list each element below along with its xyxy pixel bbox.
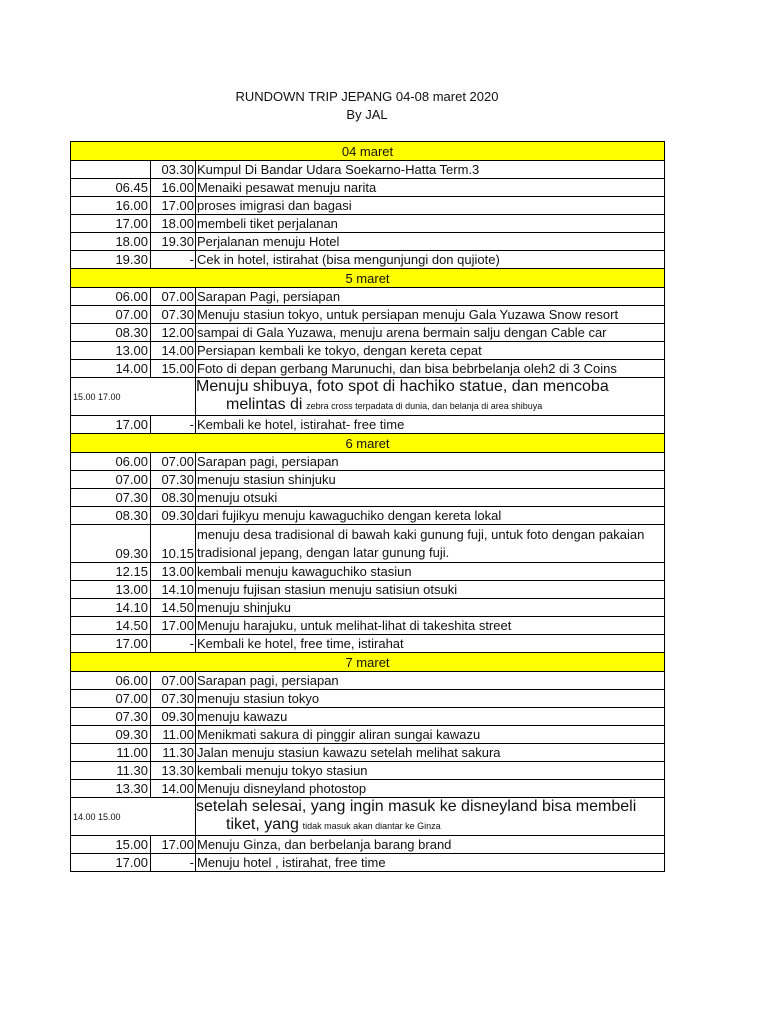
schedule-row	[71, 179, 665, 197]
end-time: 19.30	[151, 233, 196, 251]
schedule-row	[71, 617, 665, 635]
schedule-row	[71, 708, 665, 726]
end-time: 07.00	[151, 453, 196, 471]
schedule-row	[71, 233, 665, 251]
end-time: -	[151, 251, 196, 269]
schedule-row	[71, 836, 665, 854]
end-time: 07.00	[151, 288, 196, 306]
start-time: 11.30	[71, 762, 151, 780]
itinerary-table	[70, 141, 665, 872]
day-header: 6 maret	[71, 434, 665, 453]
start-time: 09.30	[71, 726, 151, 744]
start-time: 06.45	[71, 179, 151, 197]
start-time: 06.00	[71, 672, 151, 690]
schedule-row	[71, 507, 665, 525]
end-time: 17.00	[151, 836, 196, 854]
activity: membeli tiket perjalanan	[196, 215, 665, 233]
schedule-row	[71, 215, 665, 233]
end-time: 17.00	[151, 197, 196, 215]
end-time: 16.00	[151, 179, 196, 197]
end-time: 13.00	[151, 563, 196, 581]
start-time: 07.00	[71, 306, 151, 324]
start-time: 13.00	[71, 581, 151, 599]
activity: menuju desa tradisional di bawah kaki gunung fuji, untuk foto dengan pakaian tradisional jepang, dengan latar gunung fuji.	[196, 525, 665, 563]
activity-small-text: zebra cross terpadata di dunia, dan belanja di area shibuya	[306, 401, 543, 411]
schedule-row	[71, 599, 665, 617]
end-time: 07.30	[151, 690, 196, 708]
activity: menuju fujisan stasiun menuju satisiun otsuki	[196, 581, 665, 599]
day-header: 04 maret	[71, 142, 665, 161]
activity: Menuju stasiun tokyo, untuk persiapan menuju Gala Yuzawa Snow resort	[196, 306, 665, 324]
activity: Sarapan Pagi, persiapan	[196, 288, 665, 306]
activity: menuju stasiun shinjuku	[196, 471, 665, 489]
start-time: 07.30	[71, 708, 151, 726]
end-time: 14.00	[151, 780, 196, 798]
activity: Foto di depan gerbang Marunuchi, dan bisa bebrbelanja oleh2 di 3 Coins	[196, 360, 665, 378]
activity	[196, 378, 665, 416]
schedule-row	[71, 744, 665, 762]
schedule-row	[71, 288, 665, 306]
start-time: 08.30	[71, 507, 151, 525]
day-header: 5 maret	[71, 269, 665, 288]
activity: menuju shinjuku	[196, 599, 665, 617]
end-time: 07.00	[151, 672, 196, 690]
start-time: 12.15	[71, 563, 151, 581]
activity: Cek in hotel, istirahat (bisa mengunjungi don qujiote)	[196, 251, 665, 269]
end-time: 07.30	[151, 471, 196, 489]
schedule-row	[71, 780, 665, 798]
end-time: 14.50	[151, 599, 196, 617]
start-time: 06.00	[71, 288, 151, 306]
end-time: 09.30	[151, 708, 196, 726]
schedule-row-multiline	[71, 378, 665, 416]
end-time: 13.30	[151, 762, 196, 780]
end-time: 15.00	[151, 360, 196, 378]
schedule-row	[71, 581, 665, 599]
end-time: 10.15	[151, 525, 196, 563]
schedule-row	[71, 197, 665, 215]
start-time: 09.30	[71, 525, 151, 563]
start-time: 18.00	[71, 233, 151, 251]
activity: Menaiki pesawat menuju narita	[196, 179, 665, 197]
day-header-row	[71, 653, 665, 672]
start-time: 07.00	[71, 690, 151, 708]
activity: Jalan menuju stasiun kawazu setelah melihat sakura	[196, 744, 665, 762]
start-time: 17.00	[71, 416, 151, 434]
start-time: 14.00	[71, 360, 151, 378]
activity-large-text: Menuju shibuya, foto spot di hachiko statue, dan mencoba melintas di	[196, 378, 609, 413]
schedule-row	[71, 635, 665, 653]
activity: dari fujikyu menuju kawaguchiko dengan kereta lokal	[196, 507, 665, 525]
activity: Sarapan pagi, persiapan	[196, 453, 665, 471]
activity: Menuju disneyland photostop	[196, 780, 665, 798]
time-range: 14.00 15.00	[71, 798, 196, 836]
activity: menuju kawazu	[196, 708, 665, 726]
document-subtitle: By JAL	[346, 107, 388, 122]
end-time: 17.00	[151, 617, 196, 635]
start-time: 11.00	[71, 744, 151, 762]
schedule-row	[71, 525, 665, 563]
start-time: 17.00	[71, 854, 151, 872]
schedule-row	[71, 563, 665, 581]
schedule-row-multiline	[71, 798, 665, 836]
start-time: 15.00	[71, 836, 151, 854]
schedule-row	[71, 726, 665, 744]
start-time: 13.30	[71, 780, 151, 798]
start-time: 16.00	[71, 197, 151, 215]
schedule-row	[71, 342, 665, 360]
activity-small-text: tidak masuk akan diantar ke Ginza	[302, 821, 441, 831]
day-header: 7 maret	[71, 653, 665, 672]
activity: menuju stasiun tokyo	[196, 690, 665, 708]
end-time: 11.00	[151, 726, 196, 744]
start-time: 14.10	[71, 599, 151, 617]
day-header-row	[71, 269, 665, 288]
schedule-row	[71, 762, 665, 780]
end-time: 09.30	[151, 507, 196, 525]
start-time: 17.00	[71, 635, 151, 653]
activity	[196, 798, 665, 836]
start-time	[71, 161, 151, 179]
start-time: 07.30	[71, 489, 151, 507]
time-range: 15.00 17.00	[71, 378, 196, 416]
start-time: 19.30	[71, 251, 151, 269]
schedule-row	[71, 471, 665, 489]
schedule-row	[71, 672, 665, 690]
schedule-row	[71, 690, 665, 708]
day-header-row	[71, 142, 665, 161]
activity: Kembali ke hotel, free time, istirahat	[196, 635, 665, 653]
schedule-row	[71, 251, 665, 269]
start-time: 07.00	[71, 471, 151, 489]
end-time: 18.00	[151, 215, 196, 233]
document-title: RUNDOWN TRIP JEPANG 04-08 maret 2020	[235, 89, 499, 104]
schedule-row	[71, 489, 665, 507]
activity: Menikmati sakura di pinggir aliran sungai kawazu	[196, 726, 665, 744]
end-time: 08.30	[151, 489, 196, 507]
activity: Menuju hotel , istirahat, free time	[196, 854, 665, 872]
activity: Menuju Ginza, dan berbelanja barang brand	[196, 836, 665, 854]
end-time: 11.30	[151, 744, 196, 762]
end-time: 14.10	[151, 581, 196, 599]
day-header-row	[71, 434, 665, 453]
end-time: 03.30	[151, 161, 196, 179]
activity: Menuju harajuku, untuk melihat-lihat di takeshita street	[196, 617, 665, 635]
activity: kembali menuju tokyo stasiun	[196, 762, 665, 780]
end-time: -	[151, 635, 196, 653]
end-time: -	[151, 416, 196, 434]
end-time: 12.00	[151, 324, 196, 342]
activity: menuju otsuki	[196, 489, 665, 507]
start-time: 06.00	[71, 453, 151, 471]
schedule-row	[71, 306, 665, 324]
activity: Kumpul Di Bandar Udara Soekarno-Hatta Term.3	[196, 161, 665, 179]
activity: Sarapan pagi, persiapan	[196, 672, 665, 690]
activity-large-text: setelah selesai, yang ingin masuk ke disneyland bisa membeli tiket, yang	[196, 798, 637, 833]
schedule-row	[71, 161, 665, 179]
activity: proses imigrasi dan bagasi	[196, 197, 665, 215]
schedule-row	[71, 854, 665, 872]
end-time: -	[151, 854, 196, 872]
schedule-row	[71, 416, 665, 434]
schedule-row	[71, 324, 665, 342]
activity: kembali menuju kawaguchiko stasiun	[196, 563, 665, 581]
start-time: 17.00	[71, 215, 151, 233]
activity: Persiapan kembali ke tokyo, dengan kereta cepat	[196, 342, 665, 360]
end-time: 07.30	[151, 306, 196, 324]
start-time: 13.00	[71, 342, 151, 360]
end-time: 14.00	[151, 342, 196, 360]
start-time: 08.30	[71, 324, 151, 342]
activity: sampai di Gala Yuzawa, menuju arena bermain salju dengan Cable car	[196, 324, 665, 342]
activity: Perjalanan menuju Hotel	[196, 233, 665, 251]
schedule-row	[71, 453, 665, 471]
schedule-row	[71, 360, 665, 378]
activity: Kembali ke hotel, istirahat- free time	[196, 416, 665, 434]
start-time: 14.50	[71, 617, 151, 635]
